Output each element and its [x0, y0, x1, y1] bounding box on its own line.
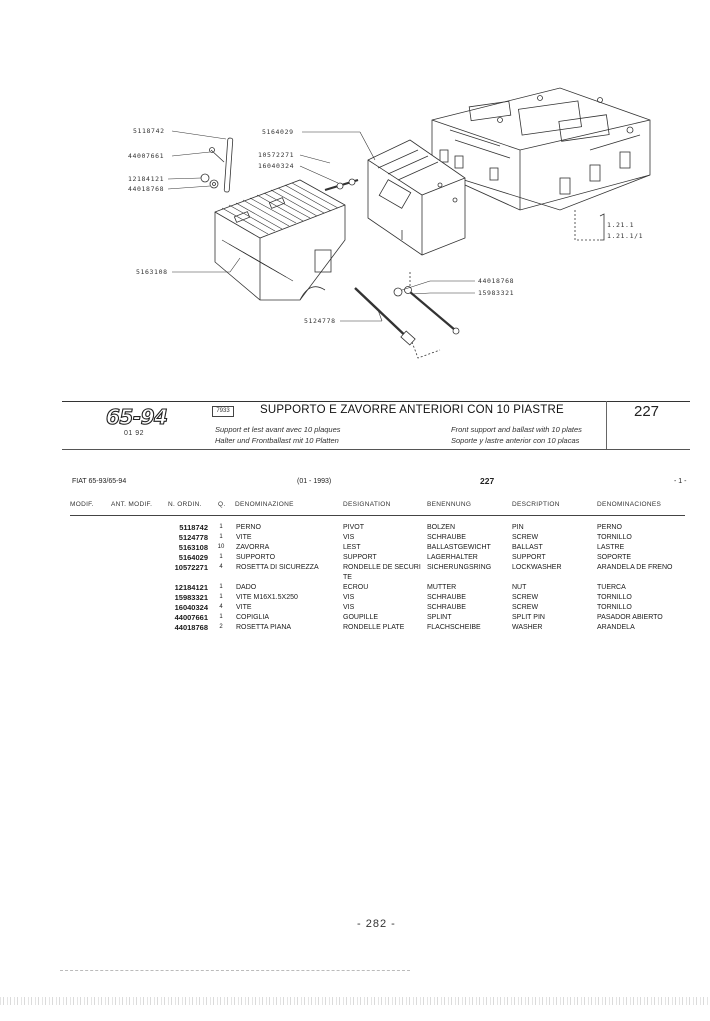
name-spanish: PERNO	[597, 524, 622, 531]
name-english: WASHER	[512, 624, 543, 631]
part-number: 16040324	[174, 603, 208, 612]
quantity: 2	[219, 624, 223, 630]
name-german: MUTTER	[427, 584, 457, 591]
name-english: NUT	[512, 584, 527, 591]
callout-16040324: 16040324	[258, 162, 295, 170]
name-english: SCREW	[512, 604, 539, 611]
name-spanish: PASADOR ABIERTO	[597, 614, 663, 621]
page-indicator: - 1 -	[674, 478, 687, 485]
name-french: VIS	[343, 534, 355, 541]
callout-1-21-1-1: 1.21.1/1	[607, 232, 644, 240]
col-modif: MODIF.	[70, 501, 94, 508]
part-number: 5164029	[178, 553, 208, 562]
name-german: SCHRAUBE	[427, 534, 466, 541]
title-band	[62, 401, 690, 451]
name-italian: VITE M16X1.5X250	[236, 594, 298, 601]
name-italian: VITE	[236, 604, 252, 611]
quantity: 1	[219, 584, 223, 590]
callout-15983321: 15983321	[478, 289, 515, 297]
quantity: 4	[219, 604, 223, 610]
date-range: (01 - 1993)	[297, 478, 332, 485]
name-german: FLACHSCHEIBE	[427, 624, 481, 631]
name-italian: ROSETTA PIANA	[236, 624, 292, 631]
callout-5164029: 5164029	[262, 128, 294, 136]
header-rule	[70, 515, 685, 516]
name-italian: SUPPORTO	[236, 554, 276, 561]
quantity: 1	[219, 524, 223, 530]
scan-artifact-line	[60, 970, 410, 971]
name-italian: VITE	[236, 534, 252, 541]
callout-44018768-b: 44018768	[478, 277, 515, 285]
name-french: RONDELLE PLATE	[343, 624, 405, 631]
part-number: 12184121	[174, 583, 208, 592]
name-english: SPLIT PIN	[512, 614, 545, 621]
name-english: LOCKWASHER	[512, 564, 562, 571]
callout-5118742: 5118742	[133, 127, 165, 135]
name-french: RONDELLE DE SECURI	[343, 564, 421, 571]
name-french: ECROU	[343, 584, 369, 591]
name-french: LEST	[343, 544, 361, 551]
title-english: Front support and ballast with 10 plates	[451, 425, 582, 434]
name-english: SUPPORT	[512, 554, 546, 561]
name-german: BOLZEN	[427, 524, 456, 531]
quantity: 1	[219, 534, 223, 540]
exploded-parts-diagram	[0, 0, 710, 400]
title-german: Halter und Frontballast mit 10 Platten	[215, 436, 339, 445]
title-french: Support et lest avant avec 10 plaques	[215, 425, 341, 434]
col-spanish: DENOMINACIONES	[597, 501, 662, 508]
name-german: SCHRAUBE	[427, 604, 466, 611]
name-spanish: TUERCA	[597, 584, 626, 591]
callout-12184121: 12184121	[128, 175, 165, 183]
col-qty: Q.	[218, 501, 226, 508]
quantity: 4	[219, 564, 223, 570]
name-spanish: LASTRE	[597, 544, 625, 551]
name-spanish: TORNILLO	[597, 594, 632, 601]
name-english: PIN	[512, 524, 524, 531]
callout-44007661: 44007661	[128, 152, 165, 160]
band-divider	[606, 401, 607, 449]
name-spanish: ARANDELA	[597, 624, 635, 631]
name-italian: PERNO	[236, 524, 261, 531]
part-number: 15983321	[174, 593, 208, 602]
name-german: SPLINT	[427, 614, 452, 621]
name-french: VIS	[343, 594, 355, 601]
ballast-plates-drawing	[215, 180, 345, 300]
name-english: BALLAST	[512, 544, 543, 551]
name-german: SICHERUNGSRING	[427, 564, 492, 571]
model-logo: 65-94	[106, 405, 168, 429]
part-number: 44018768	[174, 623, 208, 632]
band-top-rule	[62, 401, 690, 402]
name-spanish: SOPORTE	[597, 554, 632, 561]
title-spanish: Soporte y lastre anterior con 10 placas	[451, 436, 580, 445]
part-number: 5163108	[178, 543, 208, 552]
callout-5124778: 5124778	[304, 317, 336, 325]
col-french: DESIGNATION	[343, 501, 391, 508]
name-italian: COPIGLIA	[236, 614, 270, 621]
part-number: 5118742	[179, 523, 208, 532]
table-number-small: 227	[480, 476, 495, 486]
quantity: 1	[219, 614, 223, 620]
name-italian: ZAVORRA	[236, 544, 270, 551]
name-italian: ROSETTA DI SICUREZZA	[236, 564, 319, 571]
col-order-number: N. ORDIN.	[168, 501, 202, 508]
col-italian: DENOMINAZIONE	[235, 501, 294, 508]
name-french: GOUPILLE	[343, 614, 379, 621]
callout-5163108: 5163108	[136, 268, 168, 276]
name-spanish: TORNILLO	[597, 534, 632, 541]
col-ant-modif: ANT. MODIF.	[111, 501, 153, 508]
name-german: BALLASTGEWICHT	[427, 544, 491, 551]
reference-box: 7933	[212, 406, 234, 417]
name-french: PIVOT	[343, 524, 365, 531]
page-number: - 282 -	[357, 918, 396, 930]
scan-artifact-strip	[0, 997, 710, 1005]
quantity: 1	[219, 594, 223, 600]
name-spanish: TORNILLO	[597, 604, 632, 611]
column-header	[70, 500, 685, 514]
table-number: 227	[634, 403, 660, 420]
name-french-continued: TE	[343, 574, 352, 581]
name-german: LAGERHALTER	[427, 554, 478, 561]
name-french: VIS	[343, 604, 355, 611]
part-number: 44007661	[174, 613, 208, 622]
name-english: SCREW	[512, 594, 539, 601]
name-french: SUPPORT	[343, 554, 377, 561]
col-english: DESCRIPTION	[512, 501, 560, 508]
quantity: 10	[217, 544, 225, 550]
col-german: BENENNUNG	[427, 501, 472, 508]
name-spanish: ARANDELA DE FRENO	[597, 564, 673, 571]
part-number: 5124778	[178, 533, 208, 542]
band-bottom-rule	[62, 449, 690, 450]
page-title: SUPPORTO E ZAVORRE ANTERIORI CON 10 PIASTRE	[260, 404, 564, 416]
quantity: 1	[219, 554, 223, 560]
callout-1-21-1: 1.21.1	[607, 221, 635, 229]
model-date: 01 92	[124, 430, 145, 437]
callout-44018768-a: 44018768	[128, 185, 165, 193]
name-german: SCHRAUBE	[427, 594, 466, 601]
fiat-model-label: FIAT 65-93/65-94	[72, 478, 127, 485]
callout-10572271: 10572271	[258, 151, 295, 159]
name-italian: DADO	[236, 584, 257, 591]
part-number: 10572271	[174, 563, 208, 572]
name-english: SCREW	[512, 534, 539, 541]
